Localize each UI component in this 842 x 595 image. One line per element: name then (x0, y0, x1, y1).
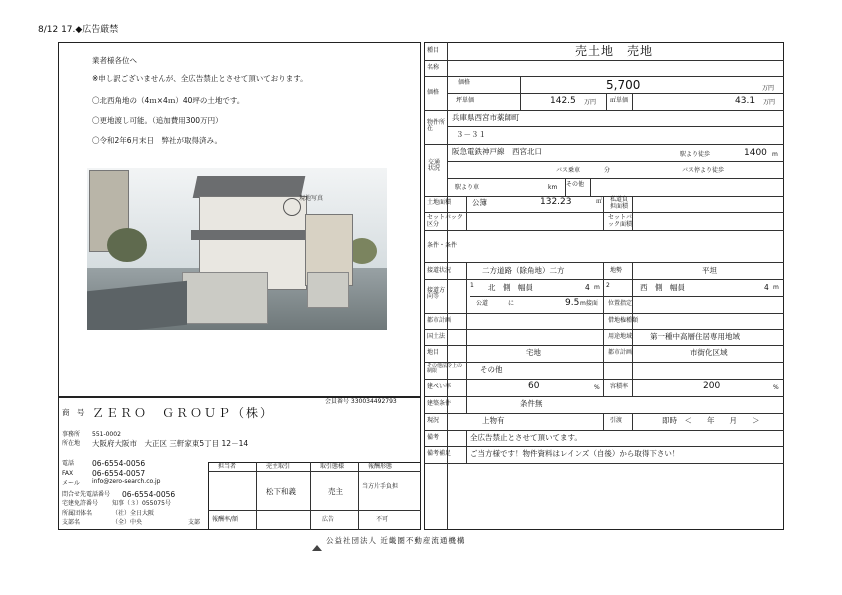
traffic-label: 交通状況 (428, 159, 441, 172)
area-kind: 公簿 (472, 198, 487, 207)
road2-width: 4 (764, 283, 769, 292)
road1-unit: m (594, 284, 600, 291)
photo-caption: 現地写真 (299, 195, 324, 202)
notice-line: 〇北西角地の（4ｍ×4ｍ）40坪の土地です。 (92, 96, 245, 105)
price-unit: 万円 (762, 85, 775, 92)
build-cond-value: 条件無 (520, 399, 543, 408)
setback-area-label: セットバック面積 (608, 214, 633, 228)
contact-value: 06-6554-0056 (122, 490, 176, 499)
tsubo-label: 坪単価 (456, 97, 475, 104)
assoc-label: 所属団体名 (62, 510, 93, 517)
type-label: 種目 (427, 47, 440, 54)
road1-direction: 北 側 幅員 (488, 283, 533, 292)
far-unit: % (773, 384, 779, 391)
area-unit: ㎡ (596, 198, 603, 205)
position-label: 位置指定 (608, 300, 633, 307)
staff-mode: 売主 (328, 487, 343, 496)
station-walk-unit: m (772, 151, 778, 158)
branch-suffix: 支部 (188, 519, 201, 526)
trade-name: ＺＥＲＯ ＧＲＯＵＰ（株） (92, 406, 275, 420)
private-road-label: 私道負担面積 (610, 196, 629, 210)
type-value: 売土地 売地 (575, 44, 654, 58)
branch-label: 支部名 (62, 519, 81, 526)
far-label: 容積率 (610, 383, 629, 390)
notice-line: 〇更地渡し可能。（追加費用300万円） (92, 116, 223, 125)
frontage-value: 9.5 (565, 298, 580, 308)
remarks-label: 備考補足 (427, 450, 452, 457)
contact-label: 問合せ先電話番号 (62, 491, 111, 498)
notice-line: 業者様各位へ (92, 56, 137, 65)
org-logo-icon (312, 537, 322, 545)
trade-label: 商 号 (62, 408, 85, 417)
city-area-value: 市街化区域 (690, 348, 728, 357)
remarks-value: ご当方様です！物件資料はレインズ（自後）から取得下さい！ (470, 449, 680, 458)
footer-org: 公益社団法人 近畿圏不動産流通機構 (326, 536, 466, 545)
branch-value: （全）中央 (112, 519, 143, 526)
bcr-label: 建ぺい率 (427, 383, 452, 390)
bus-minutes: 分 (604, 167, 611, 174)
other-limit-value: その他 (480, 365, 503, 374)
other-limit-label: その他法令上の制限 (427, 363, 463, 375)
staff-header: 報酬形態 (368, 463, 393, 470)
car-unit: km (548, 184, 558, 191)
license-label: 宅建免許番号 (62, 500, 99, 507)
price-label: 価格 (427, 89, 440, 96)
train-line: 阪急電鉄神戸線 西宮北口 (452, 147, 542, 156)
ad-value: 不可 (376, 516, 389, 523)
busstop-label: バス停より徒歩 (682, 167, 725, 174)
member-no: 会員番号 330034492793 (325, 398, 397, 405)
station-walk-label: 駅より徒歩 (680, 151, 711, 158)
station-walk-value: 1400 (744, 148, 767, 158)
notice-line: 〇令和2年6月末日 弊社が取得済み。 (92, 136, 222, 145)
road2-no: 2 (606, 282, 610, 289)
bcr-value: 60 (528, 381, 540, 391)
zoning-label: 用途地域 (608, 333, 633, 340)
notes-label: 備考 (427, 434, 440, 441)
staff-header: 売主取引 (266, 463, 291, 470)
notes-value: 全広告禁止とさせて頂いてます。 (470, 433, 582, 442)
city-area-label: 都市計画 (608, 349, 633, 356)
car-label: 駅より車 (455, 184, 480, 191)
tsubo-unit: 万円 (584, 99, 597, 106)
fax-value: 06-6554-0057 (92, 469, 146, 478)
status-label: 現況 (427, 417, 440, 424)
notice-line: ※申し訳ございませんが、全広告禁止とさせて頂いております。 (92, 74, 308, 83)
mail-value: info@zero-search.co.jp (92, 478, 161, 485)
bcr-unit: % (594, 384, 600, 391)
tel-label: 電話 (62, 460, 75, 467)
road2-direction: 西 側 幅員 (640, 283, 685, 292)
city-plan-label: 都市計画 (427, 317, 452, 324)
far-value: 200 (703, 381, 721, 391)
location-value: 兵庫県西宮市薬師町 (452, 113, 520, 122)
terrain-value: 平坦 (702, 266, 717, 275)
land-category-label: 地目 (427, 349, 440, 356)
tsubo-value: 142.5 (550, 96, 576, 106)
zoning-value: 第一種中高層住居専用地域 (650, 332, 740, 341)
road-value: 二方道路（除角地）二方 (482, 266, 565, 275)
license-value: 知事（３）055075号 (112, 500, 171, 507)
status-value: 上物有 (482, 416, 505, 425)
ad-label: 広告 (322, 516, 335, 523)
road1-no: 1 (470, 282, 474, 289)
fee-rate-label: 報酬率/額 (212, 516, 239, 523)
staff-table (208, 462, 421, 530)
m2-value: 43.1 (735, 96, 756, 106)
location-label: 物件所在 (427, 119, 446, 132)
m2-unit: 万円 (763, 99, 776, 106)
delivery-label: 引渡 (610, 417, 623, 424)
staff-seller: 松下和義 (266, 487, 296, 496)
public-road-label: 公道 (476, 300, 489, 307)
print-stamp: 8/12 17.◆広告厳禁 (38, 25, 119, 35)
delivery-value: 即時 ＜ 年 月 ＞ (662, 416, 760, 425)
rights-label: 借地権種類 (608, 317, 639, 324)
assoc-value: （社）全日大阪 (112, 510, 155, 517)
tel-value: 06-6554-0056 (92, 459, 146, 468)
conditions-label: 条件・条件 (427, 242, 458, 249)
staff-header: 取引態様 (320, 463, 345, 470)
bus-label: バス乗車 (556, 167, 581, 174)
road-label: 接道状況 (427, 267, 452, 274)
frontage-unit: m接面 (580, 300, 598, 307)
address-value: 大阪府大阪市 大正区 三軒家東5丁目 12－14 (92, 439, 249, 448)
road1-width: 4 (585, 283, 590, 292)
price-sublabel: 価格 (458, 79, 471, 86)
public-road-ni: に (508, 300, 515, 307)
access-label: 接道方向等 (427, 287, 446, 300)
location-number: ３－３１ (456, 130, 486, 139)
address-label: 所在地 (62, 440, 81, 447)
fax-label: FAX (62, 470, 74, 477)
staff-header: 担当者 (218, 463, 237, 470)
area-label: 土地面積 (427, 199, 452, 206)
m2-label: ㎡単価 (610, 97, 629, 104)
name-label: 名称 (427, 64, 440, 71)
other-label: その他 (566, 181, 585, 188)
road2-unit: m (773, 284, 779, 291)
area-value: 132.23 (540, 197, 572, 207)
price-value: 5,700 (606, 78, 641, 92)
land-category-value: 宅地 (526, 348, 541, 357)
build-cond-label: 建築条件 (427, 400, 452, 407)
terrain-label: 地勢 (610, 267, 623, 274)
land-law-label: 国土法 (427, 333, 446, 340)
mail-label: メール (62, 480, 80, 487)
site-photo (87, 168, 387, 330)
office-value: 551-0002 (92, 431, 121, 438)
setback-label: セットバック区分 (427, 214, 463, 228)
staff-fee: 当方片手負担 (362, 483, 399, 490)
office-label: 事務所 (62, 431, 81, 438)
